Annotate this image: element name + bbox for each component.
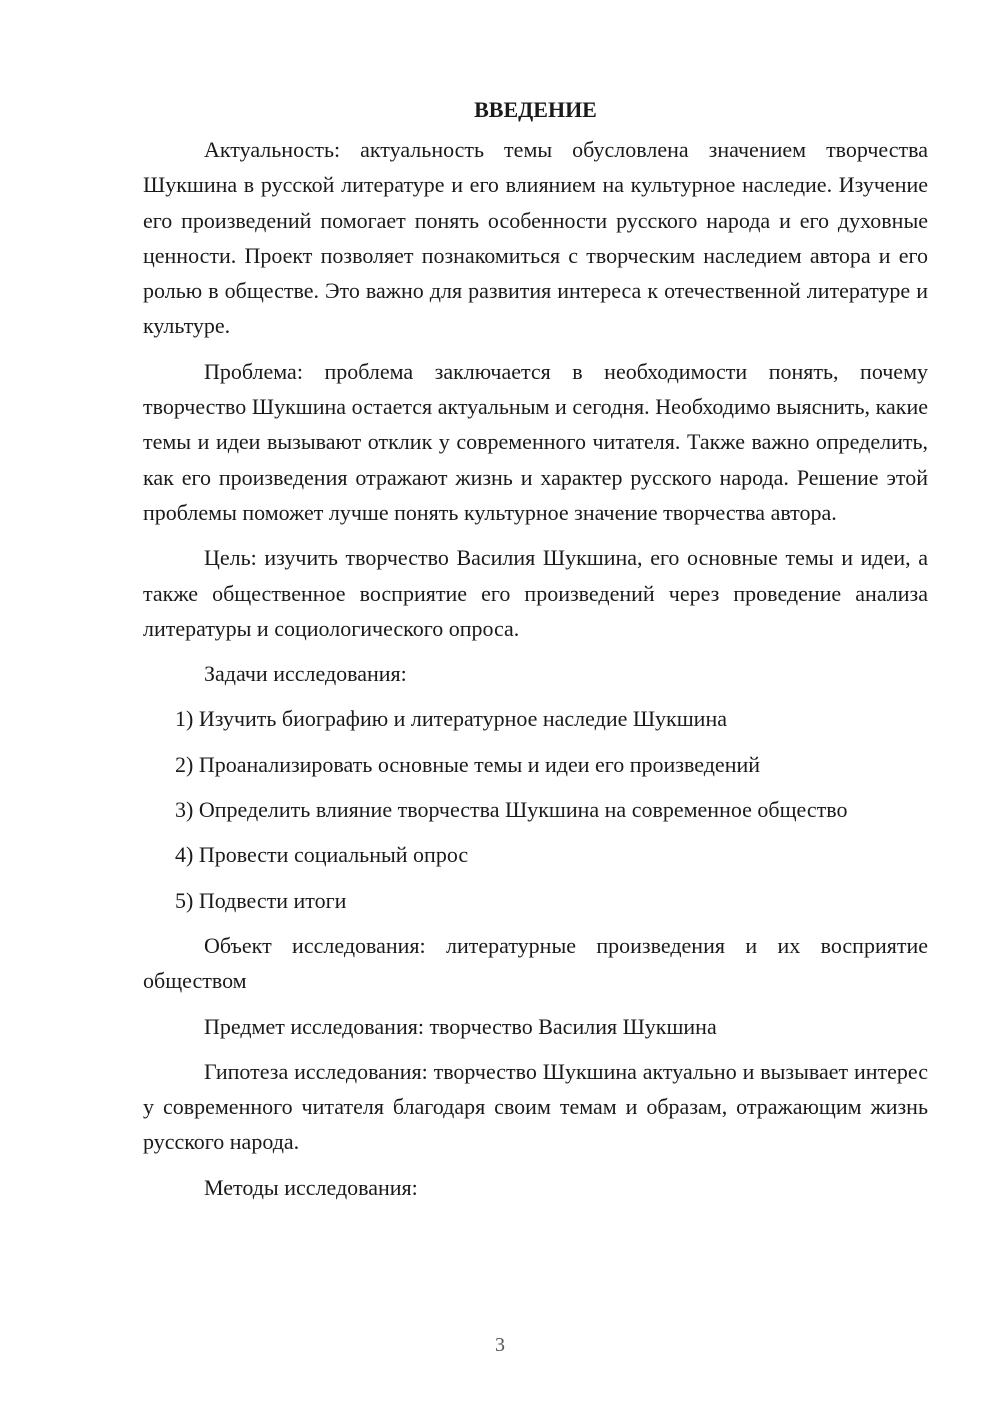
- paragraph-object: Объект исследования: литературные произведения и их восприятие обществом: [143, 932, 928, 994]
- task-item: 1) Изучить биографию и литературное наследие Шукшина: [175, 706, 727, 732]
- paragraph-methods: Методы исследования:: [204, 1174, 418, 1200]
- document-page: [143, 92, 928, 1215]
- paragraph-relevance: Актуальность: актуальность темы обусловлена значением творчества Шукшина в русской литературе и его влиянием на культурное наследие. Изучение его произведений помогает понять особенности русского народа и его духовные ценности. Проект позволяет познакомиться с творческим наследием автора и его ролью в обществе. Это важно для развития интереса к отечественной литературе и культуре.: [143, 137, 928, 339]
- task-item: 3) Определить влияние творчества Шукшина на современное общество: [175, 797, 848, 823]
- page-number: 3: [495, 1334, 505, 1356]
- paragraph-goal: Цель: изучить творчество Василия Шукшина, его основные темы и идеи, а также общественное восприятие его произведений через проведение анализа литературы и социологического опроса.: [143, 545, 928, 641]
- paragraph-tasks-title: Задачи исследования:: [204, 661, 407, 687]
- task-item: 5) Подвести итоги: [175, 887, 347, 913]
- document-heading: ВВЕДЕНИЕ: [474, 97, 597, 122]
- paragraph-problem: Проблема: проблема заключается в необходимости понять, почему творчество Шукшина остается актуальным и сегодня. Необходимо выяснить, какие темы и идеи вызывают отклик у современного читателя. Также важно определить, как его произведения отражают жизнь и характер русского народа. Решение этой проблемы поможет лучше понять культурное значение творчества автора.: [143, 358, 928, 525]
- paragraph-hypothesis: Гипотеза исследования: творчество Шукшина актуально и вызывает интерес у современного читателя благодаря своим темам и образам, отражающим жизнь русского народа.: [143, 1058, 928, 1155]
- task-item: 2) Проанализировать основные темы и идеи его произведений: [175, 751, 761, 777]
- task-item: 4) Провести социальный опрос: [175, 842, 469, 868]
- paragraph-subject: Предмет исследования: творчество Василия Шукшина: [204, 1013, 717, 1039]
